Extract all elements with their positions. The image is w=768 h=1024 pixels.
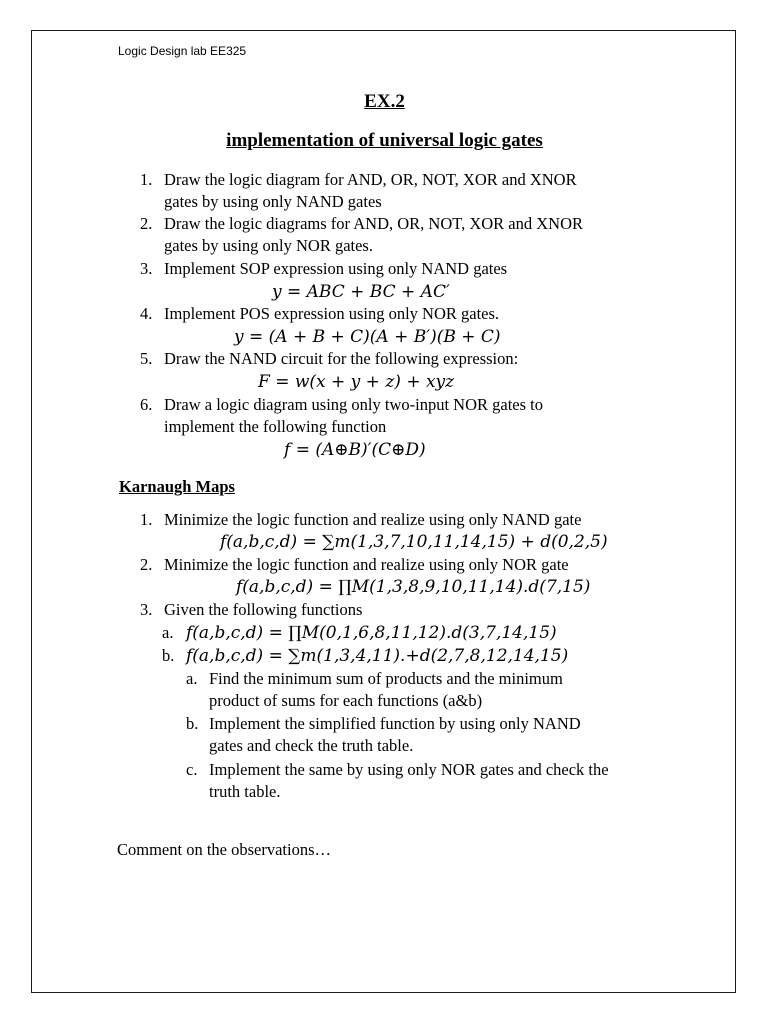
kmap-item-3-text: Given the following functions <box>164 600 363 619</box>
kmap-item-1-formula: f(a,b,c,d) = ∑m(1,3,7,10,11,14,15) + d(0,2,5) <box>220 532 608 552</box>
function-b-formula: f(a,b,c,d) = ∑m(1,3,4,11).+d(2,7,8,12,14,15) <box>186 646 569 666</box>
exercise-3-number: 3. <box>140 259 153 278</box>
exercise-2-number: 2. <box>140 214 153 233</box>
kmap-item-1-text: Minimize the logic function and realize using only NAND gate <box>164 510 582 529</box>
exercise-5-line-1: Draw the NAND circuit for the following expression: <box>164 349 519 368</box>
karnaugh-maps-heading: Karnaugh Maps <box>119 477 235 496</box>
function-a-formula: f(a,b,c,d) = ∏M(0,1,6,8,11,12).d(3,7,14,15) <box>186 623 557 643</box>
task-b-label: b. <box>186 714 199 733</box>
task-a-line-1: Find the minimum sum of products and the minimum <box>209 669 563 688</box>
exercise-4-number: 4. <box>140 304 153 323</box>
exercise-4-formula: y = (A + B + C)(A + B′)(B + C) <box>234 327 501 347</box>
function-b-label: b. <box>162 646 175 665</box>
task-c-label: c. <box>186 760 198 779</box>
task-b-line-1: Implement the simplified function by using only NAND <box>209 714 581 733</box>
exercise-4-line-1: Implement POS expression using only NOR gates. <box>164 304 500 323</box>
kmap-item-1-number: 1. <box>140 510 153 529</box>
exercise-3-line-1: Implement SOP expression using only NAND gates <box>164 259 508 278</box>
function-a-label: a. <box>162 623 174 642</box>
exercise-6-line-1: Draw a logic diagram using only two-input NOR gates to <box>164 395 543 414</box>
kmap-item-2-formula: f(a,b,c,d) = ∏M(1,3,8,9,10,11,14).d(7,15) <box>236 577 591 597</box>
kmap-item-2-text: Minimize the logic function and realize using only NOR gate <box>164 555 569 574</box>
exercise-3-formula: y = ABC + BC + AC′ <box>272 282 450 302</box>
comment-prompt: Comment on the observations… <box>117 840 332 859</box>
exercise-5-number: 5. <box>140 349 153 368</box>
exercise-1-number: 1. <box>140 170 153 189</box>
exercise-2-line-1: Draw the logic diagrams for AND, OR, NOT, XOR and XNOR <box>164 214 584 233</box>
exercise-5-formula: F = w(x + y + z) + xyz <box>258 372 455 392</box>
exercise-6-line-2: implement the following function <box>164 417 387 436</box>
exercise-6-number: 6. <box>140 395 153 414</box>
exercise-1-line-2: gates by using only NAND gates <box>164 192 382 211</box>
document-page <box>31 30 736 993</box>
task-c-line-2: truth table. <box>209 782 281 801</box>
exercise-6-formula: f = (A⊕B)′(C⊕D) <box>284 440 426 460</box>
task-a-label: a. <box>186 669 198 688</box>
task-a-line-2: product of sums for each functions (a&b) <box>209 691 483 710</box>
kmap-item-3-number: 3. <box>140 600 153 619</box>
exercise-2-line-2: gates by using only NOR gates. <box>164 236 373 255</box>
exercise-1-line-1: Draw the logic diagram for AND, OR, NOT, XOR and XNOR <box>164 170 577 189</box>
exercise-subtitle: implementation of universal logic gates <box>226 130 543 151</box>
exercise-title: EX.2 <box>364 91 405 112</box>
kmap-item-2-number: 2. <box>140 555 153 574</box>
task-b-line-2: gates and check the truth table. <box>209 736 414 755</box>
task-c-line-1: Implement the same by using only NOR gates and check the <box>209 760 609 779</box>
course-header: Logic Design lab EE325 <box>118 44 247 58</box>
